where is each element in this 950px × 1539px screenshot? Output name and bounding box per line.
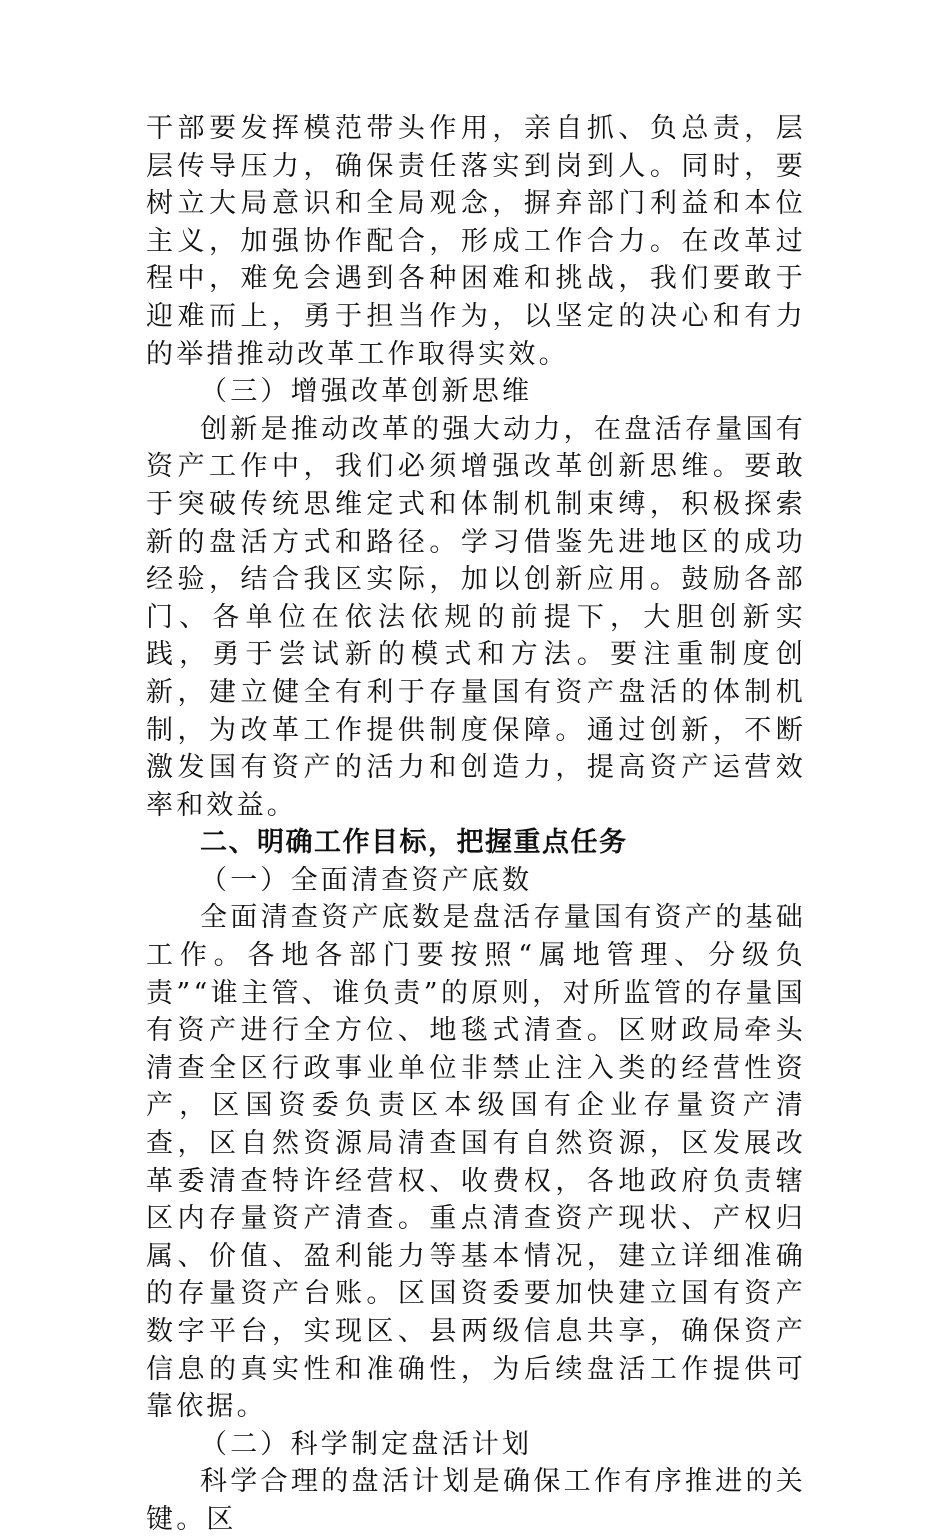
subheading-1: （一）全面清查资产底数 [200,864,533,896]
paragraph-plan: 科学合理的盘活计划是确保工作有序推进的关键。区 [146,1466,806,1535]
subheading-2: （二）科学制定盘活计划 [200,1428,533,1460]
paragraph-innovation: 创新是推动改革的强大动力，在盘活存量国有资产工作中，我们必须增强改革创新思维。要敢于突破传统思维定式和体制机制束缚，积极探索新的盘活方式和路径。学习借鉴先进地区的成功经验，结合我区实际，加以创新应用。鼓励各部门、各单位在依法依规的前提下，大胆创新实践，勇于尝试新的模式和方法。要注重制度创新，建立健全有利于存量国有资产盘活的体制机制，为改革工作提供制度保障。通过创新，不断激发国有资产的活力和创造力，提高资产运营效率和效益。 [146,413,806,821]
paragraph-asset-inventory: 全面清查资产底数是盘活存量国有资产的基础工作。各地各部门要按照“属地管理、分级负责”“谁主管、谁负责”的原则，对所监管的存量国有资产进行全方位、地毯式清查。区财政局牵头清查全区行政事业单位非禁止注入类的经营性资产，区国资委负责区本级国有企业存量资产清查，区自然资源局清查国有自然资源，区发展改革委清查特许经营权、收费权，各地政府负责辖区内存量资产清查。重点清查资产现状、产权归属、价值、盈利能力等基本情况，建立详细准确的存量资产台账。区国资委要加快建立国有资产数字平台，实现区、县两级信息共享，确保资产信息的真实性和准确性，为后续盘活工作提供可靠依据。 [146,902,806,1423]
subheading-3: （三）增强改革创新思维 [200,376,533,408]
section-heading-2: 二、明确工作目标，把握重点任务 [200,827,628,859]
document-body [146,110,806,1539]
paragraph-continued: 干部要发挥模范带头作用，亲自抓、负总责，层层传导压力，确保责任落实到岗到人。同时，要树立大局意识和全局观念，摒弃部门利益和本位主义，加强协作配合，形成工作合力。在改革过程中，难免会遇到各种困难和挑战，我们要敢于迎难而上，勇于担当作为，以坚定的决心和有力的举措推动改革工作取得实效。 [146,113,806,370]
